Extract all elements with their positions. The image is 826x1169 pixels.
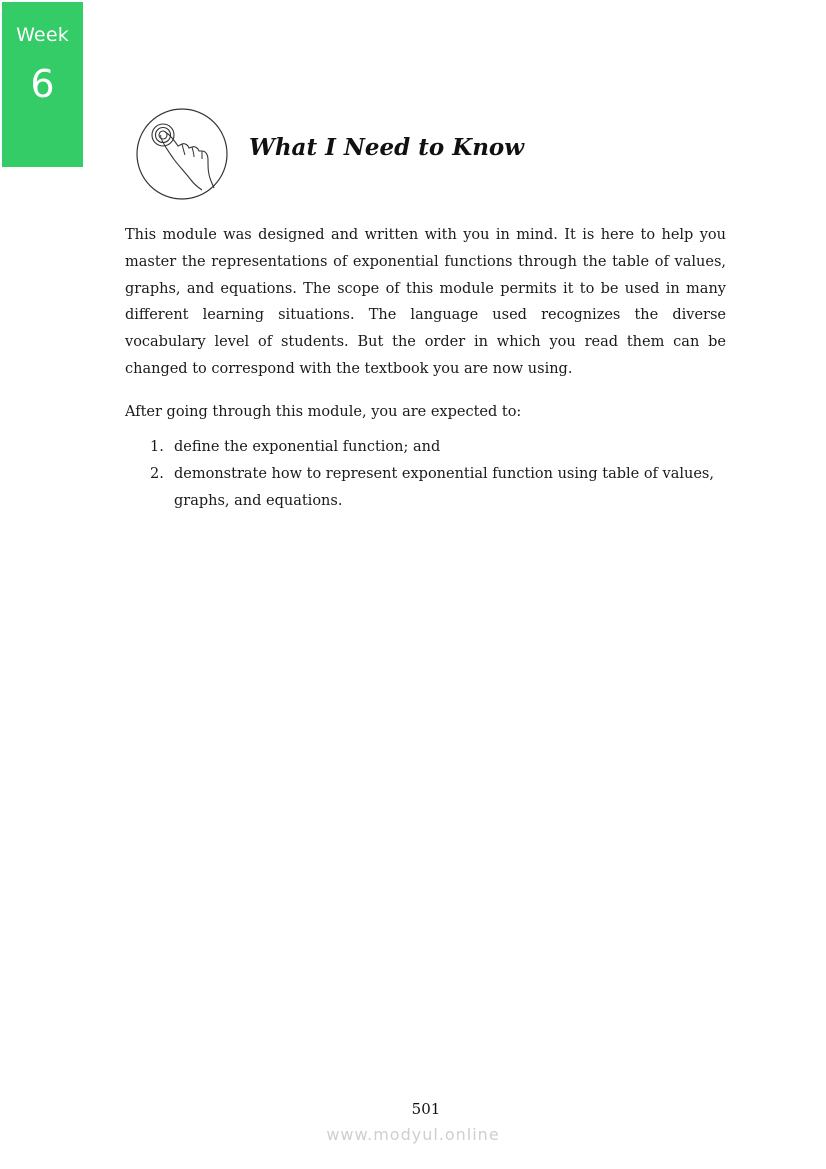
week-tab (2, 2, 83, 167)
list-item (150, 461, 726, 515)
objectives-list (150, 434, 726, 515)
week-number: 6 (30, 62, 55, 106)
list-item-number: 1. (150, 439, 164, 455)
week-label: Week (16, 24, 69, 46)
list-item-number: 2. (150, 466, 164, 482)
intro-paragraph: This module was designed and written with you in mind. It is here to help you master the representations of exponential functions through the table of values, graphs, and equations. The scope of this module permits it to be used in many different learning situations. The language used recognizes the diverse vocabulary level of students. But the order in which you read them can be changed to correspond with the textbook you are now using. (125, 227, 726, 377)
watermark: www.modyul.online (326, 1125, 500, 1144)
page-number: 501 (411, 1100, 441, 1118)
list-item-text: define the exponential function; and (174, 439, 441, 455)
list-item (150, 434, 726, 461)
touch-finger-icon (136, 108, 228, 200)
objectives-lead: After going through this module, you are expected to: (125, 404, 522, 420)
section-title: What I Need to Know (249, 134, 525, 161)
list-item-text: demonstrate how to represent exponential function using table of values, graphs, and equations. (174, 466, 714, 509)
